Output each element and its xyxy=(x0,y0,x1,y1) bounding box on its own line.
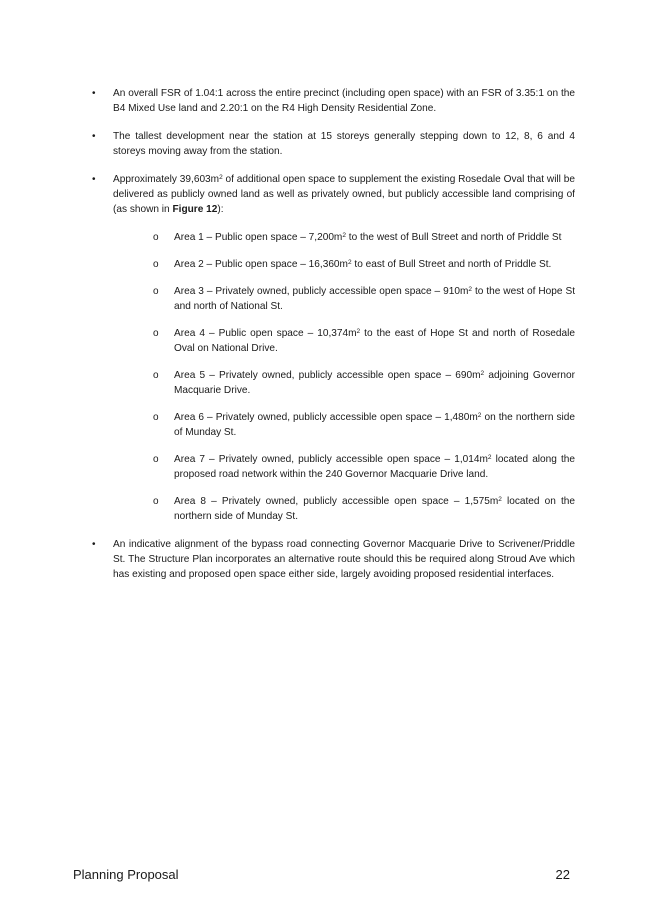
sub-marker: o xyxy=(153,496,159,507)
page-number: 22 xyxy=(555,867,570,882)
bullet-text xyxy=(113,174,575,215)
superscript: 2 xyxy=(468,286,472,293)
superscript: 2 xyxy=(219,174,223,181)
bullet-text: An indicative alignment of the bypass road connecting Governor Macquarie Drive to Scrivener/Priddle St. The Structure Plan incorporates an alternative route should this be required along Stroud Ave which has existing and proposed open space either side, largely avoiding proposed residential interfaces. xyxy=(113,539,575,580)
sub-item-area-1 xyxy=(113,230,575,245)
sub-item-area-4 xyxy=(113,326,575,356)
superscript: 2 xyxy=(480,370,485,377)
superscript: 2 xyxy=(487,454,492,461)
sub-text-start: Area 1 – Public open space – 7,200m xyxy=(174,232,343,243)
superscript: 2 xyxy=(342,232,346,239)
sub-text-end: located on the northern side of Munday St. xyxy=(174,496,575,522)
sub-item-area-8 xyxy=(113,494,575,524)
superscript: 2 xyxy=(477,412,482,419)
sub-marker: o xyxy=(153,454,159,465)
bullet-text-end: ): xyxy=(217,204,224,215)
sub-text-start: Area 7 – Privately owned, publicly accessible open space – 1,014m xyxy=(174,454,488,465)
sub-marker: o xyxy=(153,412,159,423)
bullet-item-storeys xyxy=(91,129,575,159)
bullet-text-start: Approximately 39,603m xyxy=(113,174,220,185)
sub-text-start: Area 4 – Public open space – 10,374m xyxy=(174,328,357,339)
bullet-marker: • xyxy=(92,88,96,99)
sub-text-start: Area 3 – Privately owned, publicly accessible open space – 910m xyxy=(174,286,469,297)
sub-text-start: Area 5 – Privately owned, publicly accessible open space – 690m xyxy=(174,370,481,381)
sub-text-end: to the east of Hope St and north of Rosedale Oval on National Drive. xyxy=(174,328,575,354)
superscript: 2 xyxy=(498,496,502,503)
bullet-marker: • xyxy=(92,174,96,185)
bullet-item-fsr xyxy=(91,86,575,116)
sub-item-area-6 xyxy=(113,410,575,440)
bullet-marker: • xyxy=(92,131,96,142)
sub-text-start: Area 2 – Public open space – 16,360m xyxy=(174,259,348,270)
open-space-areas-list xyxy=(113,230,575,524)
sub-text-start: Area 8 – Privately owned, publicly accessible open space – 1,575m xyxy=(174,496,499,507)
sub-marker: o xyxy=(153,259,159,270)
sub-marker: o xyxy=(153,328,159,339)
sub-text-end: located along the proposed road network within the 240 Governor Macquarie Drive land. xyxy=(174,454,575,480)
sub-text-end: adjoining Governor Macquarie Drive. xyxy=(174,370,575,396)
sub-item-area-5 xyxy=(113,368,575,398)
sub-text-end: to the west of Hope St and north of National St. xyxy=(174,286,576,312)
bullet-text: The tallest development near the station at 15 storeys generally stepping down to 12, 8, 6 and 4 storeys moving away from the station. xyxy=(113,131,575,157)
sub-item-area-3 xyxy=(113,284,575,314)
sub-marker: o xyxy=(153,286,159,297)
footer-title: Planning Proposal xyxy=(73,867,179,882)
bullet-item-open-space xyxy=(91,172,575,524)
superscript: 2 xyxy=(356,328,361,335)
sub-item-area-2 xyxy=(113,257,575,272)
figure-reference: Figure 12 xyxy=(172,204,218,215)
bullet-marker: • xyxy=(92,539,96,550)
sub-text-end: to east of Bull Street and north of Priddle St. xyxy=(351,259,552,270)
superscript: 2 xyxy=(347,259,352,266)
sub-text-end: on the northern side of Munday St. xyxy=(174,412,576,438)
sub-text-end: to the west of Bull Street and north of Priddle St xyxy=(345,232,562,243)
sub-marker: o xyxy=(153,232,159,243)
sub-item-area-7 xyxy=(113,452,575,482)
bullet-text: An overall FSR of 1.04:1 across the entire precinct (including open space) with an FSR of 3.35:1 on the B4 Mixed Use land and 2.20:1 on the R4 High Density Residential Zone. xyxy=(113,88,575,114)
bullet-item-bypass-road xyxy=(91,537,575,582)
bullet-text-middle: of additional open space to supplement the existing Rosedale Oval that will be delivered as publicly owned land as well as privately owned, but publicly accessible land comprising of (as shown in xyxy=(113,174,575,215)
sub-text-start: Area 6 – Privately owned, publicly accessible open space – 1,480m xyxy=(174,412,478,423)
sub-marker: o xyxy=(153,370,159,381)
page-content xyxy=(91,86,575,595)
